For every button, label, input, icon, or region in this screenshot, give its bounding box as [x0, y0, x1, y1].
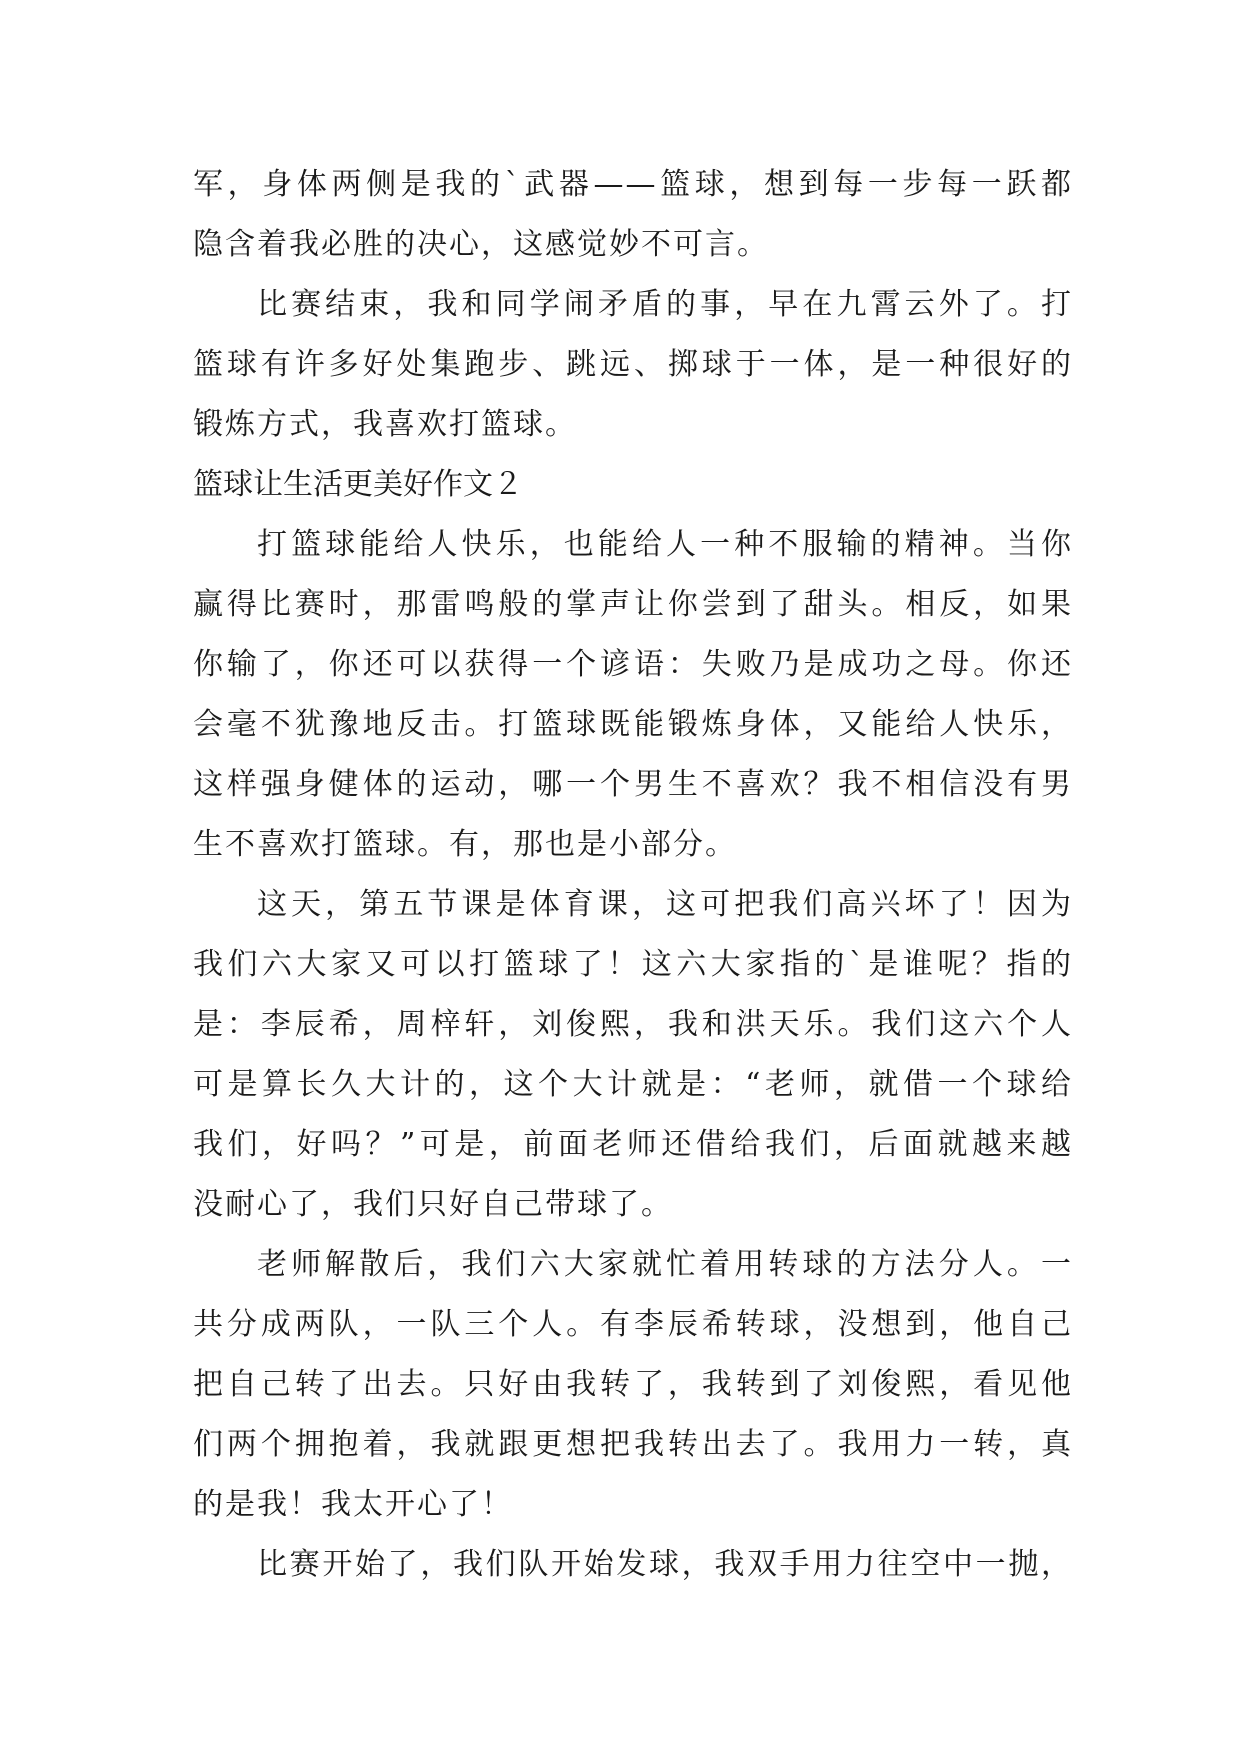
paragraph-start-line: 老师解散后，我们六大家就忙着用转球的方法分人。一 — [257, 1247, 1073, 1282]
paragraph-start-line: 比赛结束，我和同学闹矛盾的事，早在九霄云外了。打 — [257, 287, 1073, 322]
text-line: 军，身体两侧是我的`武器——篮球，想到每一步每一跃都 — [193, 167, 1073, 202]
text-line: 我们，好吗？”可是，前面老师还借给我们，后面就越来越 — [193, 1127, 1073, 1162]
text-line: 把自己转了出去。只好由我转了，我转到了刘俊熙，看见他 — [193, 1367, 1073, 1402]
text-line: 你输了，你还可以获得一个谚语：失败乃是成功之母。你还 — [193, 647, 1073, 682]
text-line: 可是算长久大计的，这个大计就是：“老师，就借一个球给 — [193, 1067, 1073, 1102]
paragraph-start-line: 这天，第五节课是体育课，这可把我们高兴坏了！因为 — [257, 887, 1073, 922]
text-line: 会毫不犹豫地反击。打篮球既能锻炼身体，又能给人快乐， — [193, 707, 1073, 742]
text-line: 们两个拥抱着，我就跟更想把我转出去了。我用力一转，真 — [193, 1427, 1073, 1462]
text-line: 是：李辰希，周梓轩，刘俊熙，我和洪天乐。我们这六个人 — [193, 1007, 1073, 1042]
text-line: 共分成两队，一队三个人。有李辰希转球，没想到，他自己 — [193, 1307, 1073, 1342]
text-line: 我们六大家又可以打篮球了！这六大家指的`是谁呢？指的 — [193, 947, 1073, 982]
text-line: 的是我！我太开心了！ — [193, 1487, 513, 1522]
document-body — [193, 155, 1073, 1595]
paragraph-start-line: 比赛开始了，我们队开始发球，我双手用力往空中一抛， — [257, 1547, 1073, 1582]
text-line: 这样强身健体的运动，哪一个男生不喜欢？我不相信没有男 — [193, 767, 1073, 802]
text-line: 生不喜欢打篮球。有，那也是小部分。 — [193, 827, 737, 862]
text-line: 赢得比赛时，那雷鸣般的掌声让你尝到了甜头。相反，如果 — [193, 587, 1073, 622]
text-line: 隐含着我必胜的决心，这感觉妙不可言。 — [193, 227, 769, 262]
text-line: 锻炼方式，我喜欢打篮球。 — [193, 407, 577, 442]
text-line: 篮球有许多好处集跑步、跳远、掷球于一体，是一种很好的 — [193, 347, 1073, 382]
section-heading: 篮球让生活更美好作文２ — [193, 467, 523, 502]
paragraph-start-line: 打篮球能给人快乐，也能给人一种不服输的精神。当你 — [257, 527, 1073, 562]
text-line: 没耐心了，我们只好自己带球了。 — [193, 1187, 673, 1222]
